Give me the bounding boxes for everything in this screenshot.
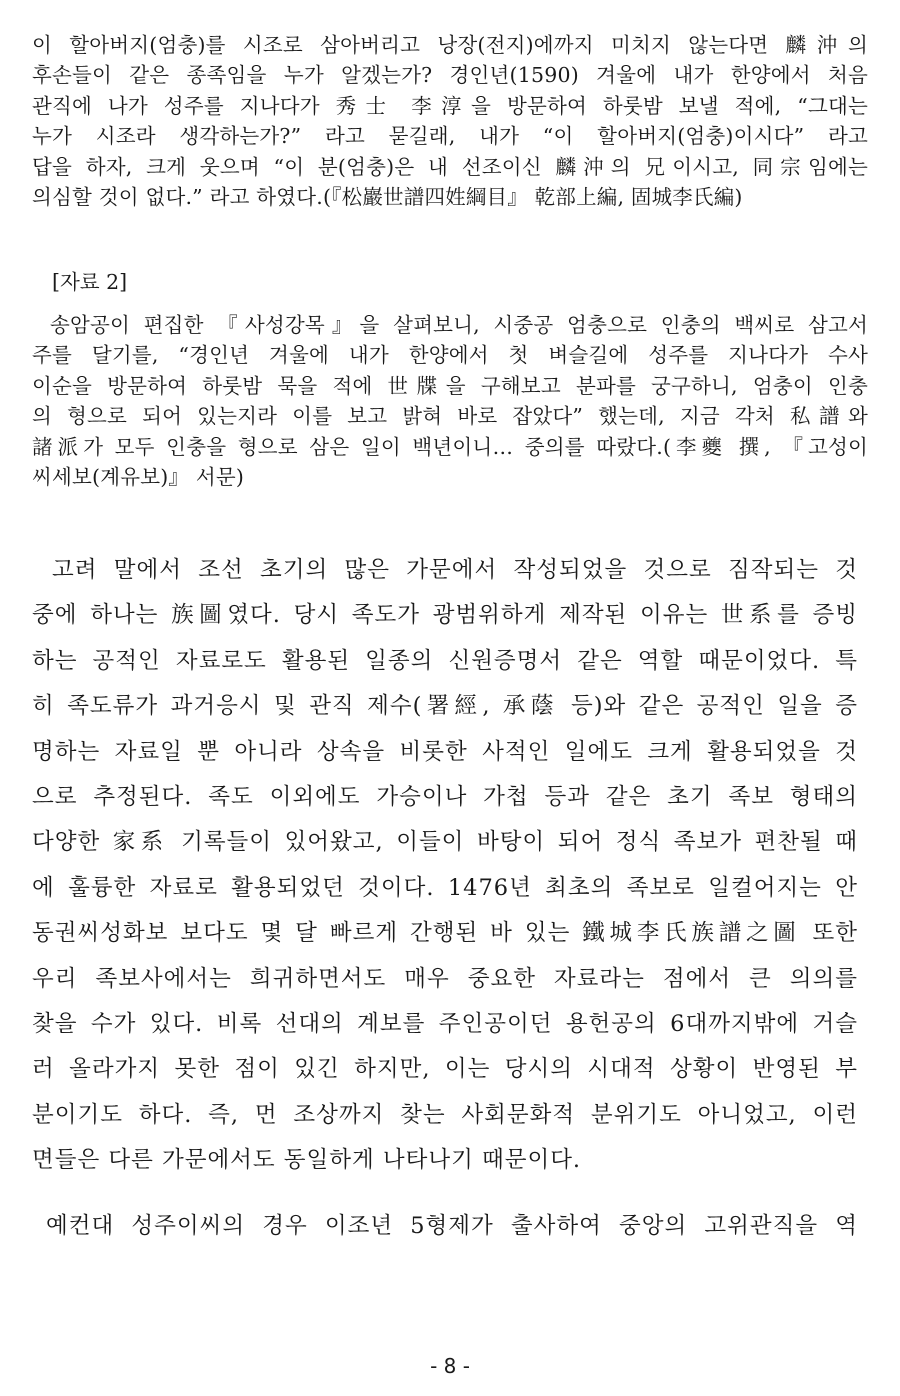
quote-line: 누가 시조라 생각하는가?” 라고 묻길래, 내가 “이 할아버지(엄충)이시다” 라고 xyxy=(32,124,868,149)
body-line: 중에 하나는 族圖였다. 당시 족도가 광범위하게 제작된 이유는 世系를 증빙 xyxy=(32,602,858,629)
quote-block-2 xyxy=(32,310,868,492)
body-line: 하는 공적인 자료로도 활용된 일종의 신원증명서 같은 역할 때문이었다. 특 xyxy=(32,647,858,674)
body-line: 러 올라가지 못한 점이 있긴 하지만, 이는 당시의 시대적 상황이 반영된 부 xyxy=(32,1056,858,1083)
body-line: 으로 추정된다. 족도 이외에도 가승이나 가첩 등과 같은 초기 족보 형태의 xyxy=(32,783,858,810)
body-line: 히 족도류가 과거응시 및 관직 제수(署經, 承蔭 등)와 같은 공적인 일을 증 xyxy=(32,693,858,720)
source-label-2: [자료 2] xyxy=(52,270,128,294)
quote-line: 의 형으로 되어 있는지라 이를 보고 밝혀 바로 잡았다” 했는데, 지금 각처 私譜와 xyxy=(32,404,868,429)
body-line: 동권씨성화보 보다도 몇 달 빠르게 간행된 바 있는 鐵城李氏族譜之圖 또한 xyxy=(32,920,858,947)
body-line: 분이기도 하다. 즉, 먼 조상까지 찾는 사회문화적 분위기도 아니었고, 이런 xyxy=(32,1101,858,1128)
body-line: 고려 말에서 조선 초기의 많은 가문에서 작성되었을 것으로 짐작되는 것 xyxy=(52,557,858,583)
body-paragraph xyxy=(32,548,858,1183)
quote-line: 주를 달기를, “경인년 겨울에 내가 한양에서 첫 벼슬길에 성주를 지나다가 수사 xyxy=(32,343,868,368)
quote-line: 諸派가 모두 인충을 형으로 삼은 일이 백년이니… 중의를 따랐다.(李夔 撰, 『고성이 xyxy=(32,434,868,459)
quote-line: 이순을 방문하여 하룻밤 묵을 적에 世牒을 구해보고 분파를 궁구하니, 엄충이 인충 xyxy=(32,373,868,398)
page-number: - 8 - xyxy=(430,1354,470,1378)
quote-line: 후손들이 같은 종족임을 누가 알겠는가? 경인년(1590) 겨울에 내가 한양에서 처음 xyxy=(32,63,868,88)
body-line: 에 훌륭한 자료로 활용되었던 것이다. 1476년 최초의 족보로 일컬어지는 안 xyxy=(32,874,858,901)
body-paragraph-2 xyxy=(32,1204,858,1249)
body-line: 우리 족보사에서는 희귀하면서도 매우 중요한 자료라는 점에서 큰 의의를 xyxy=(32,965,858,992)
body-line: 예컨대 성주이씨의 경우 이조년 5형제가 출사하여 중앙의 고위관직을 역 xyxy=(46,1213,858,1239)
body-line: 면들은 다른 가문에서도 동일하게 나타나기 때문이다. xyxy=(32,1147,582,1174)
quote-block-1 xyxy=(32,30,868,212)
quote-line: 관직에 나가 성주를 지나다가 秀士 李淳을 방문하여 하룻밤 보낼 적에, “그대는 xyxy=(32,93,868,118)
body-line: 찾을 수가 있다. 비록 선대의 계보를 주인공이던 용헌공의 6대까지밖에 거슬 xyxy=(32,1010,858,1037)
quote-line: 씨세보(계유보)』 서문) xyxy=(32,464,245,489)
body-line: 명하는 자료일 뿐 아니라 상속을 비롯한 사적인 일에도 크게 활용되었을 것 xyxy=(32,738,858,765)
quote-line: 송암공이 편집한 『사성강목』을 살펴보니, 시중공 엄충으로 인충의 백씨로 삼고서 xyxy=(50,313,868,337)
quote-line: 이 할아버지(엄충)를 시조로 삼아버리고 낭장(전지)에까지 미치지 않는다면 麟沖의 xyxy=(32,33,869,57)
quote-line: 의심할 것이 없다.” 라고 하였다.(『松巖世譜四姓綱目』 乾部上編, 固城李氏編) xyxy=(32,184,743,209)
quote-line: 답을 하자, 크게 웃으며 “이 분(엄충)은 내 선조이신 麟沖의 兄이시고, 同宗임에는 xyxy=(32,154,868,179)
body-line: 다양한 家系 기록들이 있어왔고, 이들이 바탕이 되어 정식 족보가 편찬될 때 xyxy=(32,829,858,856)
